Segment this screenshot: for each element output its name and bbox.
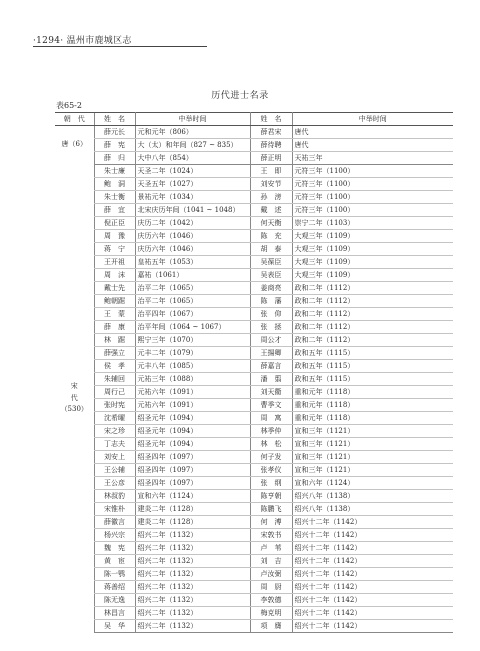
table-row [55,217,453,230]
name-cell-left: 杨兴宗 [94,529,135,542]
col-header-time-left: 中举时间 [135,113,250,126]
time-cell-left: 绍兴二年（1132） [135,555,250,568]
time-cell-right: 绍兴十二年（1142） [292,607,453,620]
table-row [55,256,453,269]
name-cell-right: 薛君宋 [250,126,292,139]
name-cell-left: 宋惟朴 [94,503,135,516]
table-row [55,282,453,295]
time-cell-left: 治平二年（1065） [135,282,250,295]
name-cell-left: 倪正臣 [94,217,135,230]
dynasty-label: （530） [60,405,88,414]
table-row [55,139,453,152]
table-row [55,269,453,282]
time-cell-right: 重和元年（1118） [292,399,453,412]
time-cell-right: 政和五年（1115） [292,373,453,386]
name-cell-left: 魏 宪 [94,542,135,555]
name-cell-left: 朱士廉 [94,165,135,178]
table-row [55,386,453,399]
time-cell-right: 政和二年（1112） [292,295,453,308]
name-cell-left: 吴 华 [94,620,135,633]
name-cell-right: 戴 述 [250,204,292,217]
name-cell-right: 薛待聘 [250,139,292,152]
name-cell-left: 薛元长 [94,126,135,139]
name-cell-left: 沈希曜 [94,412,135,425]
table-row [55,581,453,594]
name-cell-left: 戴士先 [94,282,135,295]
table-row [55,152,453,165]
name-cell-left: 宋之珍 [94,425,135,438]
table-row [55,399,453,412]
table-row [55,607,453,620]
table-row [55,568,453,581]
time-cell-right: 政和五年（1115） [292,360,453,373]
name-cell-right: 卢 苇 [250,542,292,555]
time-cell-left: 天圣二年（1024） [135,165,250,178]
time-cell-left: 绍兴二年（1132） [135,620,250,633]
table-row [55,360,453,373]
time-cell-left: 元和元年（806） [135,126,250,139]
name-cell-left: 林叔豹 [94,490,135,503]
name-cell-right: 曹季文 [250,399,292,412]
name-cell-left: 蒋善绍 [94,581,135,594]
table-row [55,620,453,633]
time-cell-left: 北宋庆历年间（1041 ~ 1048） [135,204,250,217]
name-cell-left: 朱士衡 [94,191,135,204]
name-cell-left: 侯 孝 [94,360,135,373]
time-cell-right: 政和二年（1112） [292,308,453,321]
time-cell-left: 绍圣四年（1097） [135,464,250,477]
name-cell-right: 卢汝弼 [250,568,292,581]
name-cell-right: 王 即 [250,165,292,178]
table-title: 历代进士名录 [211,91,269,101]
name-cell-right: 陈亨朝 [250,490,292,503]
table-row [55,373,453,386]
table-row [55,308,453,321]
time-cell-left: 治平四年（1067） [135,308,250,321]
name-cell-right: 何 溥 [250,516,292,529]
time-cell-left: 绍圣元年（1094） [135,425,250,438]
header-row [55,113,453,126]
time-cell-left: 绍兴二年（1132） [135,529,250,542]
time-cell-right: 元符三年（1100） [292,204,453,217]
time-cell-right: 政和二年（1112） [292,282,453,295]
name-cell-right: 薛嘉言 [250,360,292,373]
name-cell-left: 丁志夫 [94,438,135,451]
name-cell-right: 王揚卿 [250,347,292,360]
dynasty-label: 代 [70,393,78,402]
col-header-name-right: 姓 名 [250,113,292,126]
table-row [55,555,453,568]
time-cell-right: 元符三年（1100） [292,165,453,178]
page-header: ·1294· 温州市鹿城区志 [33,36,132,46]
time-cell-right: 唐代 [292,126,453,139]
table-row [55,321,453,334]
name-cell-left: 周 豫 [94,230,135,243]
name-cell-right: 宋敦书 [250,529,292,542]
name-cell-right: 张 纲 [250,477,292,490]
name-cell-left: 周行己 [94,386,135,399]
col-header-dynasty: 朝 代 [55,113,94,126]
name-cell-left: 朱辅回 [94,373,135,386]
name-cell-left: 薛 宪 [94,139,135,152]
time-cell-right: 绍兴十二年（1142） [292,516,453,529]
time-cell-left: 绍兴二年（1132） [135,594,250,607]
name-cell-right: 陈鹏飞 [250,503,292,516]
dynasty-label: 唐（6） [61,140,87,149]
name-cell-right: 陈 充 [250,230,292,243]
name-cell-left: 王公辅 [94,464,135,477]
table-row [55,347,453,360]
name-cell-left: 陈无逸 [94,594,135,607]
table-number: 表65-2 [56,101,82,110]
table-row [55,425,453,438]
time-cell-left: 绍圣四年（1097） [135,451,250,464]
time-cell-left: 庆历六年（1046） [135,230,250,243]
table-row [55,490,453,503]
name-cell-right: 何子发 [250,451,292,464]
name-cell-right: 张 拯 [250,321,292,334]
time-cell-right: 宣和三年（1121） [292,425,453,438]
time-cell-right: 大观三年（1109） [292,243,453,256]
table-row [55,412,453,425]
table-row [55,204,453,217]
table-row [55,230,453,243]
time-cell-left: 景祐元年（1034） [135,191,250,204]
table-row [55,295,453,308]
name-cell-right: 吴葆臣 [250,256,292,269]
table-row [55,126,453,139]
table-row [55,178,453,191]
time-cell-right: 宣和三年（1121） [292,464,453,477]
table-row [55,191,453,204]
name-cell-right: 孙 滂 [250,191,292,204]
time-cell-left: 元丰八年（1085） [135,360,250,373]
name-cell-left: 王开祖 [94,256,135,269]
time-cell-left: 绍圣四年（1097） [135,477,250,490]
time-cell-right: 政和二年（1112） [292,334,453,347]
name-cell-right: 周 寓 [250,412,292,425]
table-row [55,477,453,490]
time-cell-left: 建炎二年（1128） [135,503,250,516]
time-cell-right: 宣和六年（1124） [292,477,453,490]
name-cell-left: 王公彦 [94,477,135,490]
name-cell-right: 薛正明 [250,152,292,165]
table-row [55,438,453,451]
name-cell-right: 刘安节 [250,178,292,191]
name-cell-right: 项 膺 [250,620,292,633]
name-cell-left: 黄 宦 [94,555,135,568]
name-cell-left: 林昌言 [94,607,135,620]
time-cell-left: 治平二年（1065） [135,295,250,308]
time-cell-left: 绍兴二年（1132） [135,542,250,555]
time-cell-right: 绍兴八年（1138） [292,490,453,503]
name-cell-right: 刘 吉 [250,555,292,568]
time-cell-left: 天圣五年（1027） [135,178,250,191]
roster-body [55,113,453,633]
time-cell-left: 皇祐五年（1053） [135,256,250,269]
time-cell-left: 元祐三年（1088） [135,373,250,386]
name-cell-right: 张 仰 [250,308,292,321]
name-cell-right: 周 厨 [250,581,292,594]
time-cell-right: 大观三年（1109） [292,256,453,269]
table-row [55,334,453,347]
name-cell-right: 潘 翦 [250,373,292,386]
time-cell-right: 崇宁二年（1103） [292,217,453,230]
time-cell-right: 绍兴十二年（1142） [292,620,453,633]
col-header-name-left: 姓 名 [94,113,135,126]
table-row [55,464,453,477]
time-cell-left: 绍圣元年（1094） [135,438,250,451]
table-row [55,451,453,464]
col-header-time-right: 中举时间 [292,113,453,126]
time-cell-left: 绍圣元年（1094） [135,412,250,425]
name-cell-left: 周 沫 [94,269,135,282]
time-cell-left: 庆历二年（1042） [135,217,250,230]
time-cell-right: 宣和三年（1121） [292,438,453,451]
time-cell-right: 重和元年（1118） [292,386,453,399]
time-cell-right: 大观三年（1109） [292,230,453,243]
table-row [55,243,453,256]
name-cell-right: 李敦德 [250,594,292,607]
time-cell-right: 重和元年（1118） [292,412,453,425]
time-cell-right: 宣和三年（1121） [292,451,453,464]
name-cell-left: 王 蒙 [94,308,135,321]
time-cell-left: 大（太）和年间（827 ~ 835） [135,139,250,152]
name-cell-right: 周公才 [250,334,292,347]
time-cell-left: 大中八年（854） [135,152,250,165]
time-cell-right: 绍兴十二年（1142） [292,594,453,607]
name-cell-left: 薛 康 [94,321,135,334]
name-cell-right: 梅克明 [250,607,292,620]
time-cell-left: 宣和六年（1124） [135,490,250,503]
name-cell-left: 张时宪 [94,399,135,412]
header-rule [33,46,207,47]
dynasty-label: 宋 [70,381,78,390]
name-cell-left: 薛徽言 [94,516,135,529]
dynasty-cell [55,165,94,633]
name-cell-left: 鲍朝踞 [94,295,135,308]
time-cell-right: 元符三年（1100） [292,178,453,191]
time-cell-left: 治平年间（1064 ~ 1067） [135,321,250,334]
time-cell-right: 绍兴十二年（1142） [292,542,453,555]
time-cell-left: 庆历六年（1046） [135,243,250,256]
table-row [55,542,453,555]
name-cell-left: 陈一鹗 [94,568,135,581]
name-cell-left: 刘安上 [94,451,135,464]
name-cell-left: 林 踞 [94,334,135,347]
table-row [55,165,453,178]
time-cell-right: 元符三年（1100） [292,191,453,204]
time-cell-left: 绍兴二年（1132） [135,568,250,581]
time-cell-right: 绍兴十二年（1142） [292,555,453,568]
time-cell-right: 政和二年（1112） [292,321,453,334]
name-cell-left: 薛 归 [94,152,135,165]
name-cell-right: 林 松 [250,438,292,451]
jinshi-roster-table [55,112,453,633]
table-row [55,594,453,607]
name-cell-right: 姜商亮 [250,282,292,295]
name-cell-left: 鲍 洞 [94,178,135,191]
name-cell-right: 张孝仪 [250,464,292,477]
name-cell-right: 胡 泰 [250,243,292,256]
time-cell-left: 元祐六年（1091） [135,399,250,412]
time-cell-right: 政和五年（1115） [292,347,453,360]
name-cell-right: 林季仲 [250,425,292,438]
time-cell-left: 建炎二年（1128） [135,516,250,529]
time-cell-left: 元祐六年（1091） [135,386,250,399]
table-row [55,529,453,542]
time-cell-right: 绍兴十二年（1142） [292,568,453,581]
time-cell-left: 绍兴二年（1132） [135,581,250,594]
name-cell-right: 陈 藩 [250,295,292,308]
time-cell-right: 唐代 [292,139,453,152]
name-cell-right: 刘天衢 [250,386,292,399]
time-cell-right: 绍兴十二年（1142） [292,529,453,542]
time-cell-right: 大观三年（1109） [292,269,453,282]
time-cell-left: 元丰二年（1079） [135,347,250,360]
time-cell-left: 熙宁三年（1070） [135,334,250,347]
table-row [55,516,453,529]
time-cell-right: 绍兴十二年（1142） [292,581,453,594]
name-cell-left: 蒋 宁 [94,243,135,256]
name-cell-left: 薛强立 [94,347,135,360]
time-cell-left: 绍兴二年（1132） [135,607,250,620]
time-cell-right: 绍兴八年（1138） [292,503,453,516]
time-cell-right: 天祐三年 [292,152,453,165]
name-cell-right: 吴表臣 [250,269,292,282]
table-row [55,503,453,516]
dynasty-cell [55,126,94,165]
name-cell-right: 何天衡 [250,217,292,230]
time-cell-left: 嘉祐（1061） [135,269,250,282]
name-cell-left: 薛 宜 [94,204,135,217]
